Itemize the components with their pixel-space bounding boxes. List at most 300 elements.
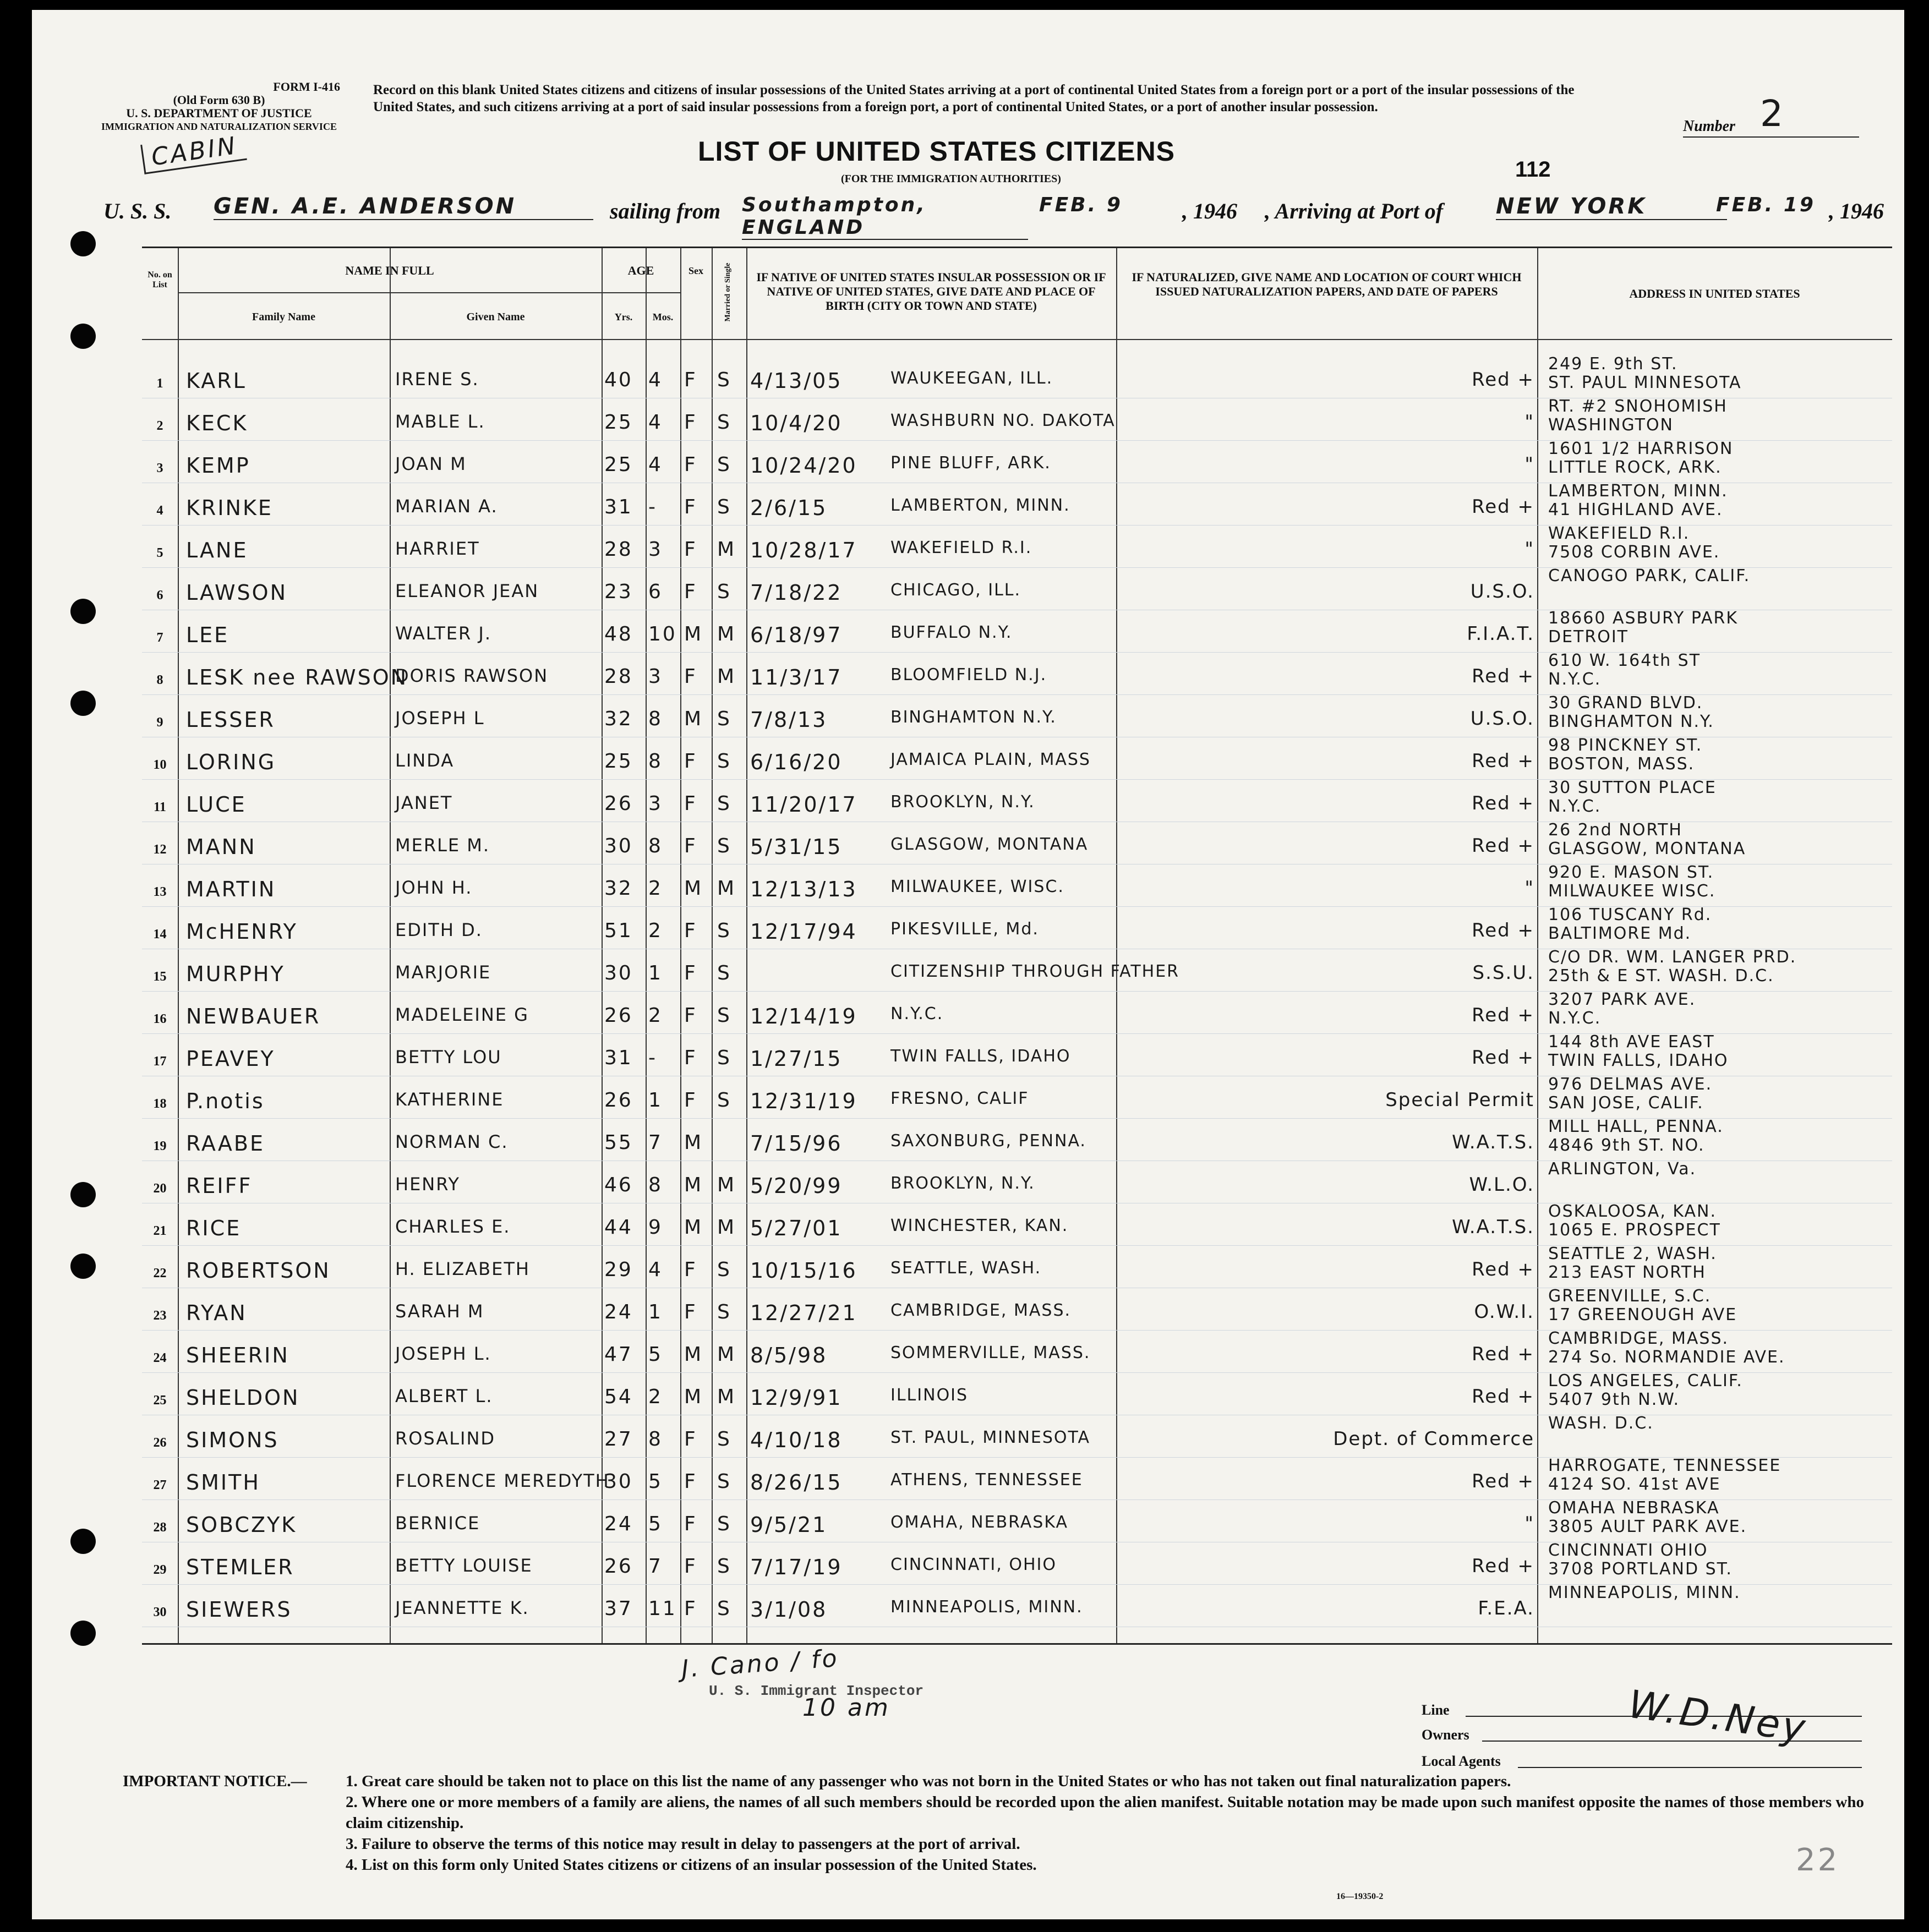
naturalization: Red + (1472, 496, 1534, 518)
given-name: JOAN M (395, 453, 467, 474)
row-number: 3 (156, 461, 163, 475)
row-number: 27 (153, 1478, 167, 1492)
naturalization: Red + (1472, 1343, 1534, 1365)
notice-item: 3. Failure to observe the terms of this notice may result in delay to passengers at the port of arrival. (346, 1835, 1020, 1853)
family-name: McHENRY (186, 920, 298, 944)
address-line-1: HARROGATE, TENNESSEE (1548, 1456, 1782, 1475)
address-line-2: 17 GREENOUGH AVE (1548, 1305, 1737, 1325)
binder-hole (70, 691, 96, 716)
marital-status: S (717, 1597, 731, 1620)
age-years: 26 (604, 1089, 633, 1112)
form-sheet (32, 10, 1904, 1919)
age-months: 9 (648, 1216, 663, 1239)
department: U. S. DEPARTMENT OF JUSTICE (126, 106, 312, 120)
sex: M (684, 1131, 703, 1154)
binder-hole (70, 1529, 96, 1554)
family-name: LAWSON (186, 581, 287, 605)
marital-status: S (717, 1047, 731, 1069)
age-months: 1 (648, 1301, 663, 1323)
marital-status: S (717, 750, 731, 773)
age-years: 27 (604, 1428, 633, 1451)
address-line-2: BOSTON, MASS. (1548, 754, 1695, 774)
address-line-2: LITTLE ROCK, ARK. (1548, 458, 1722, 477)
family-name: LESSER (186, 708, 275, 732)
birth-date: 2/6/15 (750, 496, 828, 520)
row-number: 30 (153, 1605, 167, 1619)
sex: F (684, 1047, 697, 1069)
address-line-1: GREENVILLE, S.C. (1548, 1287, 1712, 1306)
arriving-label: , Arriving at Port of (1265, 199, 1444, 223)
age-months: 8 (648, 1174, 663, 1196)
row-number: 5 (156, 546, 163, 560)
birth-place: CAMBRIDGE, MASS. (890, 1301, 1072, 1320)
address-line-1: 106 TUSCANY Rd. (1548, 905, 1712, 924)
row-number: 12 (153, 842, 167, 857)
age-months: 2 (648, 920, 663, 942)
age-months: 5 (648, 1470, 663, 1493)
birth-place: CHICAGO, ILL. (890, 581, 1021, 600)
age-years: 31 (604, 1047, 633, 1069)
address-line-1: 3207 PARK AVE. (1548, 990, 1696, 1009)
sex: F (684, 750, 697, 773)
age-months: 3 (648, 665, 663, 688)
family-name: KEMP (186, 453, 250, 478)
birth-date: 11/3/17 (750, 665, 843, 689)
notice-item: 1. Great care should be taken not to place on this list the name of any passenger who was not born in the United States or who has not taken out final naturalization papers. (346, 1772, 1511, 1790)
sex: M (684, 1386, 703, 1408)
naturalization: W.L.O. (1469, 1174, 1534, 1196)
marital-status: M (717, 877, 736, 900)
address-line-1: 144 8th AVE EAST (1548, 1032, 1715, 1052)
table-row (142, 1583, 1892, 1632)
age-months: 11 (648, 1597, 677, 1620)
naturalization: O.W.I. (1474, 1301, 1534, 1323)
address-line-1: 98 PINCKNEY ST. (1548, 736, 1703, 755)
header-married-text: Married or Single (724, 262, 732, 322)
header-age: AGE (627, 264, 654, 277)
birth-date: 11/20/17 (750, 792, 857, 817)
sex: F (684, 1089, 697, 1112)
marital-status: S (717, 962, 731, 984)
naturalization: " (1524, 1513, 1534, 1535)
naturalization: Red + (1472, 1470, 1534, 1492)
birth-date: 6/18/97 (750, 623, 843, 647)
sex: F (684, 496, 697, 518)
header-sex: Sex (688, 265, 703, 276)
family-name: RYAN (186, 1301, 247, 1325)
age-months: 4 (648, 369, 663, 391)
age-years: 25 (604, 453, 633, 476)
age-years: 26 (604, 1004, 633, 1027)
age-months: 2 (648, 1004, 663, 1027)
naturalization: " (1524, 538, 1534, 560)
birth-place: BROOKLYN, N.Y. (890, 792, 1035, 812)
port-to: NEW YORK (1496, 194, 1727, 220)
age-months: 8 (648, 708, 663, 730)
age-months: 8 (648, 1428, 663, 1451)
service: IMMIGRATION AND NATURALIZATION SERVICE (101, 121, 337, 132)
address-line-1: 249 E. 9th ST. (1548, 354, 1678, 374)
row-number: 24 (153, 1351, 167, 1365)
form-id-block (98, 80, 340, 133)
header-family-name: Family Name (252, 311, 315, 323)
row-number: 19 (153, 1139, 167, 1153)
birth-place: CITIZENSHIP THROUGH FATHER (890, 962, 1180, 981)
sex: F (684, 411, 697, 434)
header-no: No. on List (147, 270, 172, 289)
age-months: 10 (648, 623, 677, 645)
age-months: - (648, 1047, 657, 1069)
family-name: STEMLER (186, 1555, 294, 1579)
family-name: P.notis (186, 1089, 265, 1113)
address-line-1: MILL HALL, PENNA. (1548, 1117, 1724, 1136)
birth-place: OMAHA, NEBRASKA (890, 1513, 1069, 1532)
age-years: 44 (604, 1216, 633, 1239)
sex: F (684, 1470, 697, 1493)
birth-date: 4/10/18 (750, 1428, 843, 1452)
row-number: 10 (153, 758, 167, 772)
address-line-2: 274 So. NORMANDIE AVE. (1548, 1348, 1785, 1367)
header-mos: Mos. (652, 311, 674, 322)
marital-status: S (717, 581, 731, 603)
age-months: 8 (648, 835, 663, 857)
age-months: 2 (648, 1386, 663, 1408)
age-years: 40 (604, 369, 633, 391)
marital-status: S (717, 1555, 731, 1578)
address-line-1: MINNEAPOLIS, MINN. (1548, 1583, 1741, 1602)
birth-date: 7/17/19 (750, 1555, 843, 1579)
naturalization: Red + (1472, 750, 1534, 772)
age-years: 47 (604, 1343, 633, 1366)
address-line-1: 1601 1/2 HARRISON (1548, 439, 1734, 458)
family-name: SMITH (186, 1470, 260, 1495)
row-number: 15 (153, 970, 167, 984)
marital-status: S (717, 1513, 731, 1535)
binder-hole (70, 324, 96, 349)
given-name: H. ELIZABETH (395, 1258, 530, 1279)
binder-hole (70, 1182, 96, 1207)
marital-status: S (717, 369, 731, 391)
birth-date: 7/15/96 (750, 1131, 843, 1156)
marital-status: S (717, 1258, 731, 1281)
sex: M (684, 877, 703, 900)
address-line-2: 3805 AULT PARK AVE. (1548, 1517, 1747, 1536)
date-from: FEB. 9 (1039, 194, 1123, 216)
family-name: ROBERTSON (186, 1258, 331, 1283)
address-line-1: 18660 ASBURY PARK (1548, 609, 1739, 628)
marital-status: S (717, 453, 731, 476)
given-name: BETTY LOUISE (395, 1555, 533, 1576)
age-years: 25 (604, 411, 633, 434)
age-months: 7 (648, 1555, 663, 1578)
birth-date: 12/14/19 (750, 1004, 857, 1028)
row-number: 25 (153, 1393, 167, 1408)
year-to: , 1946 (1829, 199, 1884, 223)
header-yrs: Yrs. (614, 311, 633, 322)
sex: F (684, 1428, 697, 1451)
age-years: 37 (604, 1597, 633, 1620)
naturalization: F.I.A.T. (1467, 623, 1534, 645)
birth-place: SOMMERVILLE, MASS. (890, 1343, 1091, 1362)
given-name: JOSEPH L. (395, 1343, 491, 1364)
birth-date: 10/15/16 (750, 1258, 857, 1283)
given-name: WALTER J. (395, 623, 491, 644)
address-line-2: 5407 9th N.W. (1548, 1390, 1680, 1409)
naturalization: Red + (1472, 665, 1534, 687)
header-birth: IF NATIVE OF UNITED STATES INSULAR POSSESSION OR IF NATIVE OF UNITED STATES, GIVE DATE AND PLACE OF BIRTH (CITY OR TOWN AND STATE) (756, 270, 1106, 313)
number-value: 2 (1760, 92, 1785, 135)
family-name: LANE (186, 538, 248, 562)
marital-status: S (717, 920, 731, 942)
address-line-2: 7508 CORBIN AVE. (1548, 543, 1720, 562)
header-given-name: Given Name (466, 311, 525, 323)
age-months: 6 (648, 581, 663, 603)
given-name: FLORENCE MEREDYTH (395, 1470, 610, 1491)
old-form: (Old Form 630 B) (173, 93, 265, 107)
family-name: RICE (186, 1216, 242, 1240)
naturalization: Red + (1472, 1386, 1534, 1408)
marital-status: S (717, 708, 731, 730)
birth-date: 7/18/22 (750, 581, 843, 605)
age-months: 2 (648, 877, 663, 900)
address-line-2: 25th & E ST. WASH. D.C. (1548, 966, 1774, 986)
address-line-2: 4846 9th ST. NO. (1548, 1136, 1705, 1155)
row-number: 17 (153, 1054, 167, 1069)
age-months: 3 (648, 538, 663, 561)
age-months: 1 (648, 1089, 663, 1112)
naturalization: Red + (1472, 792, 1534, 814)
address-line-1: 976 DELMAS AVE. (1548, 1075, 1713, 1094)
birth-place: WINCHESTER, KAN. (890, 1216, 1069, 1235)
birth-date: 5/20/99 (750, 1174, 843, 1198)
address-line-2: DETROIT (1548, 627, 1629, 647)
row-number: 9 (156, 715, 163, 730)
inspector-note: 10 am (802, 1694, 890, 1722)
birth-place: WASHBURN NO. DAKOTA (890, 411, 1116, 430)
age-years: 30 (604, 1470, 633, 1493)
family-name: LUCE (186, 792, 247, 817)
row-number: 29 (153, 1563, 167, 1577)
age-months: 3 (648, 792, 663, 815)
row-number: 7 (156, 631, 163, 645)
given-name: LINDA (395, 750, 455, 771)
sex: F (684, 920, 697, 942)
row-number: 6 (156, 588, 163, 603)
header-naturalized: IF NATURALIZED, GIVE NAME AND LOCATION OF COURT WHICH ISSUED NATURALIZATION PAPERS, AND DATE OF PAPERS (1132, 270, 1522, 298)
age-months: 4 (648, 1258, 663, 1281)
birth-place: BLOOMFIELD N.J. (890, 665, 1047, 685)
naturalization: Red + (1472, 369, 1534, 391)
notice-items (346, 1771, 1865, 1875)
naturalization: Red + (1472, 1555, 1534, 1577)
age-years: 48 (604, 623, 633, 645)
family-name: KRINKE (186, 496, 273, 520)
sex: F (684, 1513, 697, 1535)
given-name: ALBERT L. (395, 1386, 493, 1406)
binder-hole (70, 599, 96, 624)
address-line-1: 30 SUTTON PLACE (1548, 778, 1717, 797)
marital-status: M (717, 1174, 736, 1196)
family-name: MANN (186, 835, 256, 859)
age-years: 23 (604, 581, 633, 603)
birth-place: BUFFALO N.Y. (890, 623, 1013, 642)
age-years: 26 (604, 792, 633, 815)
sex: M (684, 1216, 703, 1239)
page-title: LIST OF UNITED STATES CITIZENS (698, 136, 1176, 167)
sex: M (684, 708, 703, 730)
row-number: 18 (153, 1097, 167, 1111)
address-line-2: N.Y.C. (1548, 670, 1602, 689)
family-name: LESK nee RAWSON (186, 665, 408, 689)
marital-status: M (717, 1216, 736, 1239)
row-number: 1 (156, 376, 163, 391)
address-line-1: OSKALOOSA, KAN. (1548, 1202, 1717, 1221)
birth-place: ATHENS, TENNESSEE (890, 1470, 1083, 1490)
margin-note: 22 (1796, 1842, 1840, 1878)
given-name: EDITH D. (395, 920, 483, 940)
marital-status: S (717, 1470, 731, 1493)
birth-date: 3/1/08 (750, 1597, 828, 1622)
given-name: MERLE M. (395, 835, 490, 856)
birth-date: 12/9/91 (750, 1386, 843, 1410)
birth-place: SAXONBURG, PENNA. (890, 1131, 1086, 1151)
address-line-2: N.Y.C. (1548, 1009, 1602, 1028)
address-line-2: SAN JOSE, CALIF. (1548, 1093, 1704, 1113)
naturalization: Red + (1472, 920, 1534, 942)
given-name: MARIAN A. (395, 496, 498, 517)
address-line-2: N.Y.C. (1548, 797, 1602, 816)
vessel-name: GEN. A.E. ANDERSON (214, 194, 593, 220)
birth-date: 9/5/21 (750, 1513, 828, 1537)
address-line-1: SEATTLE 2, WASH. (1548, 1244, 1717, 1263)
address-line-1: 30 GRAND BLVD. (1548, 693, 1703, 713)
sex: F (684, 1597, 697, 1620)
birth-place: PIKESVILLE, Md. (890, 920, 1039, 939)
row-number: 21 (153, 1224, 167, 1238)
birth-place: WAKEFIELD R.I. (890, 538, 1032, 557)
address-line-2: 3708 PORTLAND ST. (1548, 1559, 1733, 1579)
port-from: Southampton, ENGLAND (742, 194, 1028, 240)
given-name: BERNICE (395, 1513, 480, 1534)
address-line-1: OMAHA NEBRASKA (1548, 1498, 1720, 1518)
owners-label: Owners (1422, 1727, 1469, 1743)
naturalization: " (1524, 877, 1534, 899)
sex: M (684, 1343, 703, 1366)
marital-status: M (717, 623, 736, 645)
birth-date: 12/13/13 (750, 877, 857, 901)
sex: F (684, 581, 697, 603)
family-name: PEAVEY (186, 1047, 275, 1071)
naturalization: F.E.A. (1478, 1597, 1534, 1619)
local-agents-label: Local Agents (1422, 1753, 1501, 1769)
birth-date: 4/13/05 (750, 369, 843, 393)
age-years: 32 (604, 708, 633, 730)
row-number: 20 (153, 1181, 167, 1196)
address-line-2: TWIN FALLS, IDAHO (1548, 1051, 1729, 1070)
address-line-1: CAMBRIDGE, MASS. (1548, 1329, 1729, 1348)
age-years: 25 (604, 750, 633, 773)
address-line-1: LAMBERTON, MINN. (1548, 481, 1728, 501)
family-name: KARL (186, 369, 247, 393)
address-line-2: 4124 SO. 41st AVE (1548, 1475, 1721, 1494)
birth-place: N.Y.C. (890, 1004, 944, 1024)
address-line-2: BINGHAMTON N.Y. (1548, 712, 1714, 731)
birth-date: 12/17/94 (750, 920, 857, 944)
notice-heading: IMPORTANT NOTICE.— (123, 1772, 307, 1790)
sex: M (684, 623, 703, 645)
sex: F (684, 1555, 697, 1578)
age-months: 8 (648, 750, 663, 773)
birth-date: 5/31/15 (750, 835, 843, 859)
number-field (1683, 92, 1859, 138)
given-name: IRENE S. (395, 369, 479, 390)
naturalization: " (1524, 411, 1534, 433)
given-name: NORMAN C. (395, 1131, 509, 1152)
sailing-from-label: sailing from (610, 199, 721, 223)
age-months: 7 (648, 1131, 663, 1154)
row-number: 8 (156, 673, 163, 687)
form-id: FORM I-416 (273, 80, 340, 94)
binder-hole (70, 231, 96, 256)
row-number: 13 (153, 885, 167, 899)
given-name: MABLE L. (395, 411, 485, 432)
family-name: SIMONS (186, 1428, 279, 1452)
birth-place: WAUKEEGAN, ILL. (890, 369, 1053, 388)
given-name: MARJORIE (395, 962, 491, 983)
naturalization: Red + (1472, 1004, 1534, 1026)
vessel-prefix: U. S. S. (103, 199, 172, 223)
age-years: 32 (604, 877, 633, 900)
age-months: 5 (648, 1343, 663, 1366)
given-name: SARAH M (395, 1301, 484, 1322)
given-name: HARRIET (395, 538, 480, 559)
birth-place: JAMAICA PLAIN, MASS (890, 750, 1091, 769)
birth-date: 12/31/19 (750, 1089, 857, 1113)
birth-place: MILWAUKEE, WISC. (890, 877, 1064, 896)
address-line-1: RT. #2 SNOHOMISH (1548, 397, 1728, 416)
address-line-1: C/O DR. WM. LANGER PRD. (1548, 948, 1797, 967)
print-code: 16—19350-2 (1336, 1892, 1384, 1901)
family-name: RAABE (186, 1131, 265, 1156)
birth-place: TWIN FALLS, IDAHO (890, 1047, 1071, 1066)
birth-place: MINNEAPOLIS, MINN. (890, 1597, 1083, 1617)
naturalization: Dept. of Commerce (1333, 1428, 1534, 1450)
header-address: ADDRESS IN UNITED STATES (1629, 287, 1800, 300)
agent-signature: W.D.Ney (1625, 1681, 1810, 1752)
given-name: KATHERINE (395, 1089, 504, 1110)
marital-status: S (717, 1301, 731, 1323)
family-name: SIEWERS (186, 1597, 292, 1622)
age-years: 24 (604, 1513, 633, 1535)
birth-place: BINGHAMTON N.Y. (890, 708, 1057, 727)
binder-hole (70, 1254, 96, 1279)
given-name: ROSALIND (395, 1428, 496, 1449)
age-months: 5 (648, 1513, 663, 1535)
inspector-stamp: U. S. Immigrant Inspector (709, 1683, 924, 1699)
age-years: 30 (604, 835, 633, 857)
given-name: JOSEPH L (395, 708, 485, 729)
birth-place: CINCINNATI, OHIO (890, 1555, 1057, 1574)
address-line-2: BALTIMORE Md. (1548, 924, 1692, 943)
marital-status: S (717, 1089, 731, 1112)
notice-item: 2. Where one or more members of a family are aliens, the names of all such members should be recorded upon the alien manifest. Suitable notation may be made upon such manifest opposite the names of those members who claim citizenship. (346, 1793, 1864, 1832)
marital-status: M (717, 1343, 736, 1366)
age-years: 30 (604, 962, 633, 984)
row-number: 11 (154, 800, 166, 814)
age-months: - (648, 496, 657, 518)
address-line-1: 920 E. MASON ST. (1548, 863, 1714, 882)
naturalization: W.A.T.S. (1452, 1216, 1534, 1238)
